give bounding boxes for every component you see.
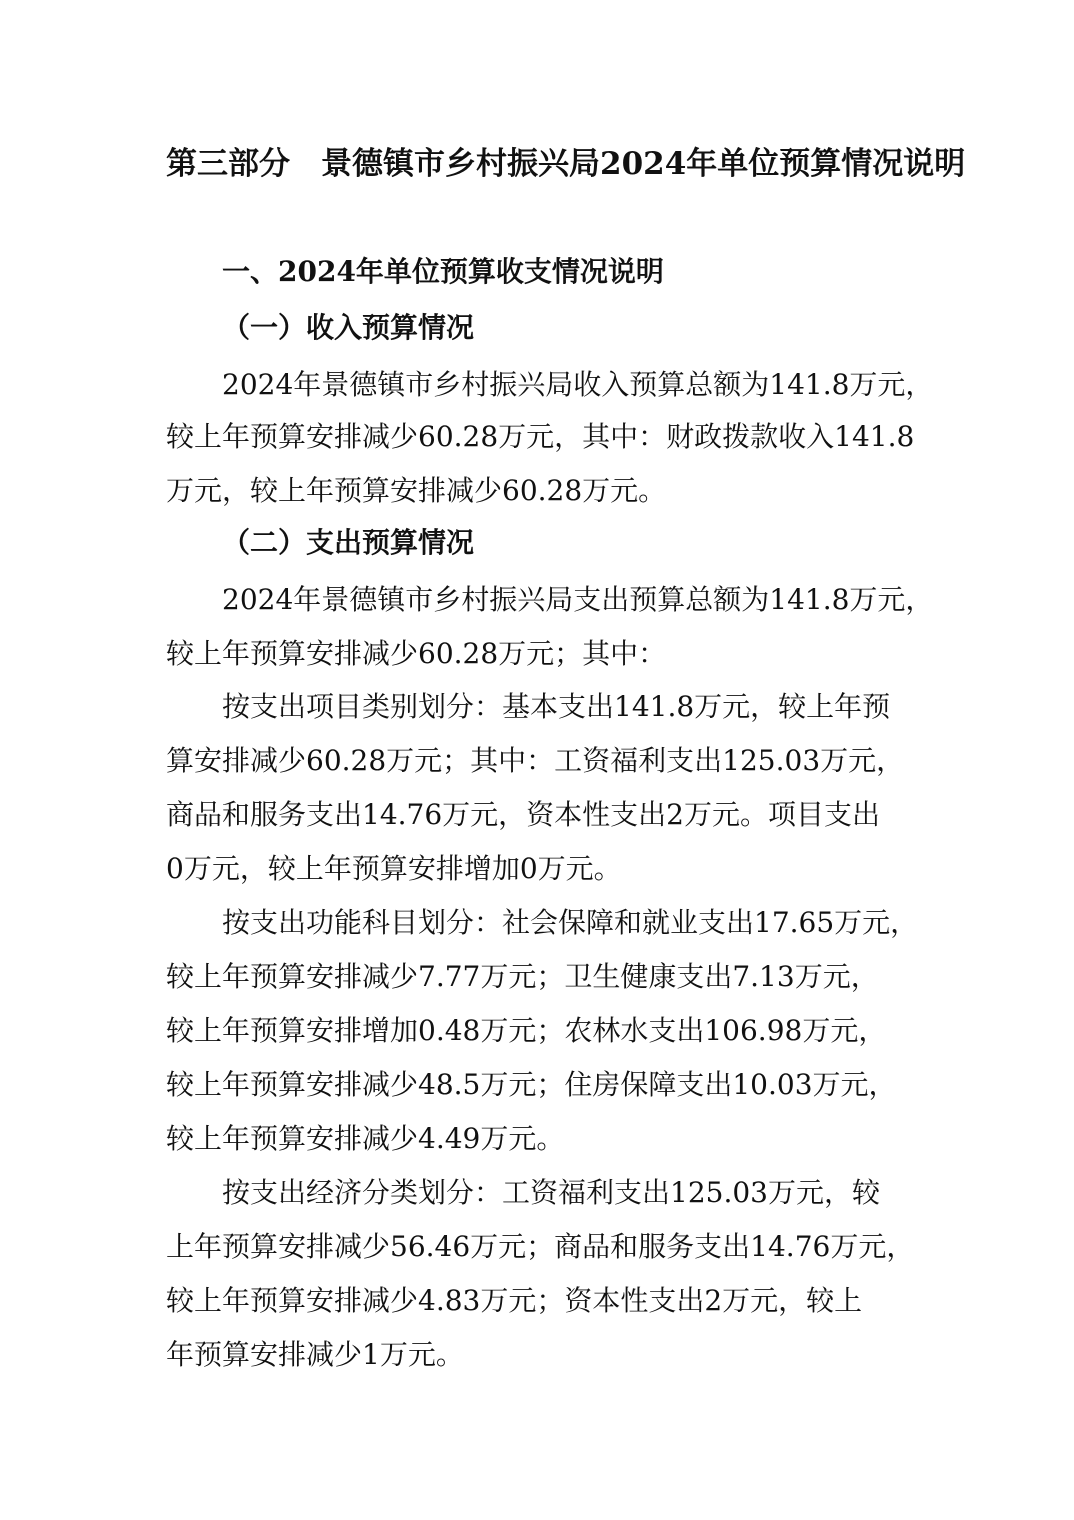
expenditure-p1-line-2: 较上年预算安排减少60.28万元；其中： [166,637,667,670]
document-title: 第三部分 景德镇市乡村振兴局2024年单位预算情况说明 [166,146,966,182]
subsection-heading-income: （一）收入预算情况 [222,311,475,344]
expenditure-p3-line-5: 较上年预算安排减少4.49万元。 [166,1122,565,1155]
income-line-1: 2024年景德镇市乡村振兴局收入预算总额为141.8万元， [222,368,934,401]
subsection-heading-expenditure: （二）支出预算情况 [222,526,475,559]
expenditure-p4-line-4: 年预算安排减少1万元。 [166,1338,464,1371]
income-line-2: 较上年预算安排减少60.28万元，其中：财政拨款收入141.8 [166,420,915,453]
expenditure-p4-line-2: 上年预算安排减少56.46万元；商品和服务支出14.76万元， [166,1230,915,1263]
expenditure-p2-line-2: 算安排减少60.28万元；其中：工资福利支出125.03万元， [166,744,905,777]
expenditure-p2-line-1: 按支出项目类别划分：基本支出141.8万元，较上年预 [222,690,891,723]
expenditure-p1-line-1: 2024年景德镇市乡村振兴局支出预算总额为141.8万元， [222,583,934,616]
expenditure-p4-line-1: 按支出经济分类划分：工资福利支出125.03万元，较 [222,1176,880,1209]
expenditure-p3-line-1: 按支出功能科目划分：社会保障和就业支出17.65万元， [222,906,919,939]
expenditure-p3-line-2: 较上年预算安排减少7.77万元；卫生健康支出7.13万元， [166,960,879,993]
expenditure-p2-line-3: 商品和服务支出14.76万元，资本性支出2万元。项目支出 [166,798,880,831]
expenditure-p4-line-3: 较上年预算安排减少4.83万元；资本性支出2万元，较上 [166,1284,863,1317]
income-line-3: 万元，较上年预算安排减少60.28万元。 [166,474,667,507]
expenditure-p2-line-4: 0万元，较上年预算安排增加0万元。 [166,852,622,885]
expenditure-p3-line-4: 较上年预算安排减少48.5万元；住房保障支出10.03万元， [166,1068,897,1101]
expenditure-p3-line-3: 较上年预算安排增加0.48万元；农林水支出106.98万元， [166,1014,887,1047]
section-heading: 一、2024年单位预算收支情况说明 [222,255,664,288]
